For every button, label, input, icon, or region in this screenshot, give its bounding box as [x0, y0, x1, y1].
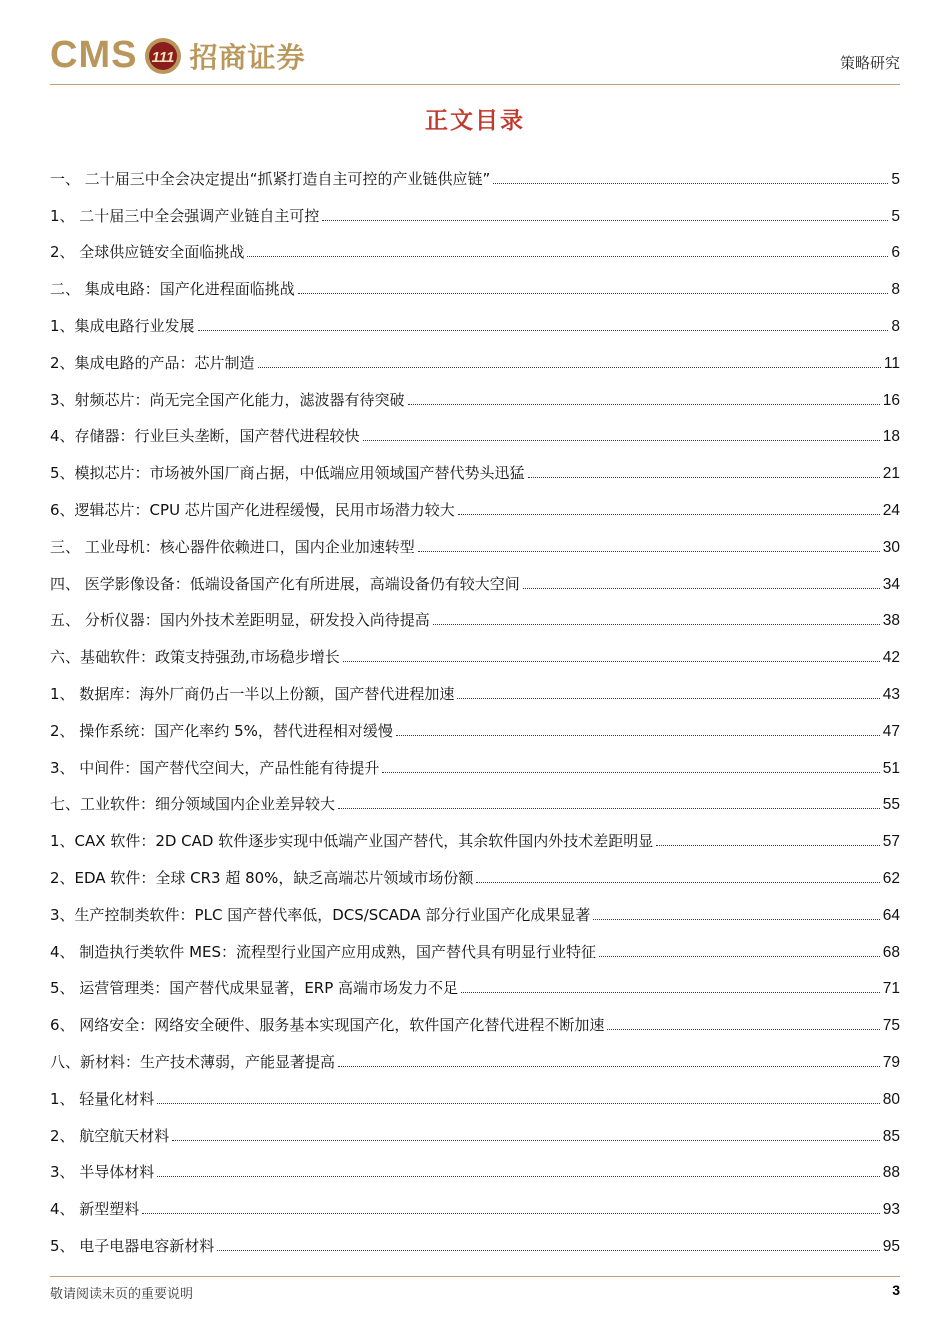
toc-entry[interactable]: [50, 1146, 900, 1183]
toc-entry-label: 2、EDA 软件：全球 CR3 超 80%，缺乏高端芯片领域市场份额: [50, 868, 474, 887]
toc-entry-page: 71: [882, 980, 900, 998]
toc-entry-label: 三、 工业母机：核心器件依赖进口，国内企业加速转型: [50, 537, 415, 556]
toc-entry-page: 68: [882, 943, 900, 961]
toc-dot-leader: [418, 551, 880, 552]
toc-dot-leader: [593, 919, 879, 920]
toc-entry-label: 七、工业软件：细分领域国内企业差异较大: [50, 795, 336, 814]
toc-entry[interactable]: [50, 888, 900, 925]
toc-entry[interactable]: [50, 410, 900, 447]
toc-dot-leader: [382, 772, 879, 773]
toc-entry[interactable]: [50, 962, 900, 999]
logo-cms-text: CMS: [50, 34, 138, 76]
toc-entry-page: 93: [882, 1201, 900, 1219]
report-type-label: 策略研究: [839, 54, 900, 72]
toc-dot-leader: [599, 956, 880, 957]
toc-entry-label: 2、集成电路的产品：芯片制造: [50, 353, 255, 372]
toc-dot-leader: [338, 808, 880, 809]
toc-entry[interactable]: [50, 1109, 900, 1146]
toc-entry-page: 88: [882, 1164, 900, 1182]
toc-dot-leader: [408, 404, 880, 405]
toc-dot-leader: [458, 514, 880, 515]
toc-entry-page: 85: [882, 1127, 900, 1145]
toc-entry-page: 42: [882, 649, 900, 667]
toc-entry[interactable]: [50, 630, 900, 667]
toc-dot-leader: [476, 882, 879, 883]
toc-dot-leader: [142, 1213, 879, 1214]
toc-dot-leader: [298, 293, 889, 294]
toc-dot-leader: [343, 661, 880, 662]
toc-entry-label: 4、存储器：行业巨头垄断，国产替代进程较快: [50, 427, 360, 446]
toc-entry-label: 八、新材料：生产技术薄弱，产能显著提高: [50, 1052, 336, 1071]
toc-entry-page: 62: [882, 869, 900, 887]
toc-entry[interactable]: [50, 741, 900, 778]
toc-entry-label: 5、 电子电器电容新材料: [50, 1236, 215, 1255]
toc-entry-label: 4、 制造执行类软件 MES：流程型行业国产应用成熟，国产替代具有明显行业特征: [50, 942, 597, 961]
toc-entry[interactable]: [50, 1035, 900, 1072]
page-number: 3: [892, 1282, 900, 1298]
toc-entry-label: 4、 新型塑料: [50, 1200, 140, 1219]
table-of-contents: [50, 152, 900, 1256]
toc-dot-leader: [157, 1176, 879, 1177]
toc-entry[interactable]: [50, 483, 900, 520]
cms-logo: [50, 34, 305, 77]
toc-entry[interactable]: [50, 1219, 900, 1256]
toc-entry-label: 3、生产控制类软件：PLC 国产替代率低，DCS/SCADA 部分行业国产化成果显著: [50, 905, 591, 924]
toc-entry-page: 11: [883, 354, 900, 372]
toc-dot-leader: [523, 588, 880, 589]
toc-entry[interactable]: [50, 667, 900, 704]
toc-entry-page: 55: [882, 796, 900, 814]
toc-entry-label: 五、 分析仪器：国内外技术差距明显，研发投入尚待提高: [50, 611, 430, 630]
toc-entry-label: 1、CAX 软件：2D CAD 软件逐步实现中低端产业国产替代，其余软件国内外技术差距明显: [50, 832, 654, 851]
toc-entry[interactable]: [50, 778, 900, 815]
toc-dot-leader: [528, 477, 880, 478]
toc-dot-leader: [338, 1066, 880, 1067]
toc-entry-label: 1、 二十届三中全会强调产业链自主可控: [50, 206, 320, 225]
toc-entry[interactable]: [50, 299, 900, 336]
toc-entry-page: 47: [882, 722, 900, 740]
toc-entry-page: 8: [891, 281, 900, 299]
toc-entry-page: 57: [882, 833, 900, 851]
toc-title: 正文目录: [425, 108, 525, 134]
toc-entry[interactable]: [50, 925, 900, 962]
toc-entry-page: 64: [882, 906, 900, 924]
toc-entry-page: 16: [882, 391, 900, 409]
toc-entry[interactable]: [50, 998, 900, 1035]
toc-entry-page: 5: [891, 207, 900, 225]
toc-entry-page: 95: [882, 1237, 900, 1255]
toc-entry-label: 四、 医学影像设备：低端设备国产化有所进展，高端设备仍有较大空间: [50, 574, 520, 593]
toc-entry-label: 六、基础软件：政策支持强劲,市场稳步增长: [50, 648, 340, 667]
page-header: [50, 28, 900, 85]
toc-entry-label: 6、逻辑芯片：CPU 芯片国产化进程缓慢，民用市场潜力较大: [50, 500, 455, 519]
toc-dot-leader: [258, 367, 881, 368]
toc-entry-page: 6: [891, 244, 900, 262]
toc-dot-leader: [457, 698, 879, 699]
toc-entry[interactable]: [50, 152, 900, 189]
page-footer: [50, 1276, 900, 1302]
toc-entry[interactable]: [50, 704, 900, 741]
toc-entry[interactable]: [50, 594, 900, 631]
toc-entry-label: 1、 轻量化材料: [50, 1089, 155, 1108]
toc-entry-page: 80: [882, 1090, 900, 1108]
toc-entry[interactable]: [50, 1072, 900, 1109]
toc-dot-leader: [656, 845, 880, 846]
toc-entry[interactable]: [50, 262, 900, 299]
toc-entry-label: 3、射频芯片：尚无完全国产化能力，滤波器有待突破: [50, 390, 405, 409]
toc-entry-page: 18: [882, 428, 900, 446]
toc-entry[interactable]: [50, 373, 900, 410]
toc-dot-leader: [396, 735, 880, 736]
toc-dot-leader: [322, 220, 888, 221]
toc-entry-page: 38: [882, 612, 900, 630]
toc-entry-label: 3、 半导体材料: [50, 1163, 155, 1182]
toc-entry[interactable]: [50, 557, 900, 594]
toc-entry-page: 5: [891, 170, 900, 188]
toc-dot-leader: [493, 183, 888, 184]
toc-entry-label: 3、 中间件：国产替代空间大，产品性能有待提升: [50, 758, 380, 777]
toc-entry[interactable]: [50, 336, 900, 373]
toc-entry-page: 75: [882, 1017, 900, 1035]
toc-entry-label: 5、 运营管理类：国产替代成果显著，ERP 高端市场发力不足: [50, 979, 459, 998]
toc-entry-label: 2、 航空航天材料: [50, 1126, 170, 1145]
toc-entry-label: 1、集成电路行业发展: [50, 316, 195, 335]
toc-dot-leader: [607, 1029, 879, 1030]
toc-dot-leader: [363, 440, 880, 441]
toc-entry-page: 43: [882, 685, 900, 703]
toc-entry-page: 21: [882, 465, 900, 483]
toc-dot-leader: [217, 1250, 879, 1251]
logo-cn-text: 招商证券: [189, 40, 306, 74]
toc-entry-label: 2、 全球供应链安全面临挑战: [50, 243, 245, 262]
toc-entry-label: 6、 网络安全：网络安全硬件、服务基本实现国产化，软件国产化替代进程不断加速: [50, 1016, 605, 1035]
toc-dot-leader: [247, 256, 888, 257]
toc-entry-label: 一、 二十届三中全会决定提出“抓紧打造自主可控的产业链供应链”: [50, 169, 491, 188]
toc-entry[interactable]: [50, 189, 900, 226]
logo-badge-icon: [143, 36, 183, 76]
toc-entry-page: 34: [882, 575, 900, 593]
logo-badge-text: 111: [152, 48, 175, 66]
toc-dot-leader: [157, 1103, 879, 1104]
toc-entry[interactable]: [50, 1182, 900, 1219]
toc-dot-leader: [461, 992, 880, 993]
toc-dot-leader: [198, 330, 889, 331]
toc-dot-leader: [172, 1140, 879, 1141]
toc-entry-label: 2、 操作系统：国产化率约 5%，替代进程相对缓慢: [50, 721, 393, 740]
toc-entry[interactable]: [50, 226, 900, 263]
toc-entry-page: 8: [891, 317, 900, 335]
toc-entry[interactable]: [50, 520, 900, 557]
toc-entry-page: 30: [882, 538, 900, 556]
toc-entry-label: 二、 集成电路：国产化进程面临挑战: [50, 280, 295, 299]
toc-entry[interactable]: [50, 814, 900, 851]
toc-entry-label: 1、 数据库：海外厂商仍占一半以上份额，国产替代进程加速: [50, 684, 455, 703]
toc-entry[interactable]: [50, 446, 900, 483]
toc-dot-leader: [433, 624, 880, 625]
toc-entry-page: 51: [882, 759, 900, 777]
toc-entry[interactable]: [50, 851, 900, 888]
footer-disclaimer-note: 敬请阅读末页的重要说明: [50, 1287, 194, 1302]
toc-entry-page: 79: [882, 1053, 900, 1071]
toc-entry-label: 5、模拟芯片：市场被外国厂商占据，中低端应用领域国产替代势头迅猛: [50, 464, 525, 483]
toc-entry-page: 24: [882, 501, 900, 519]
